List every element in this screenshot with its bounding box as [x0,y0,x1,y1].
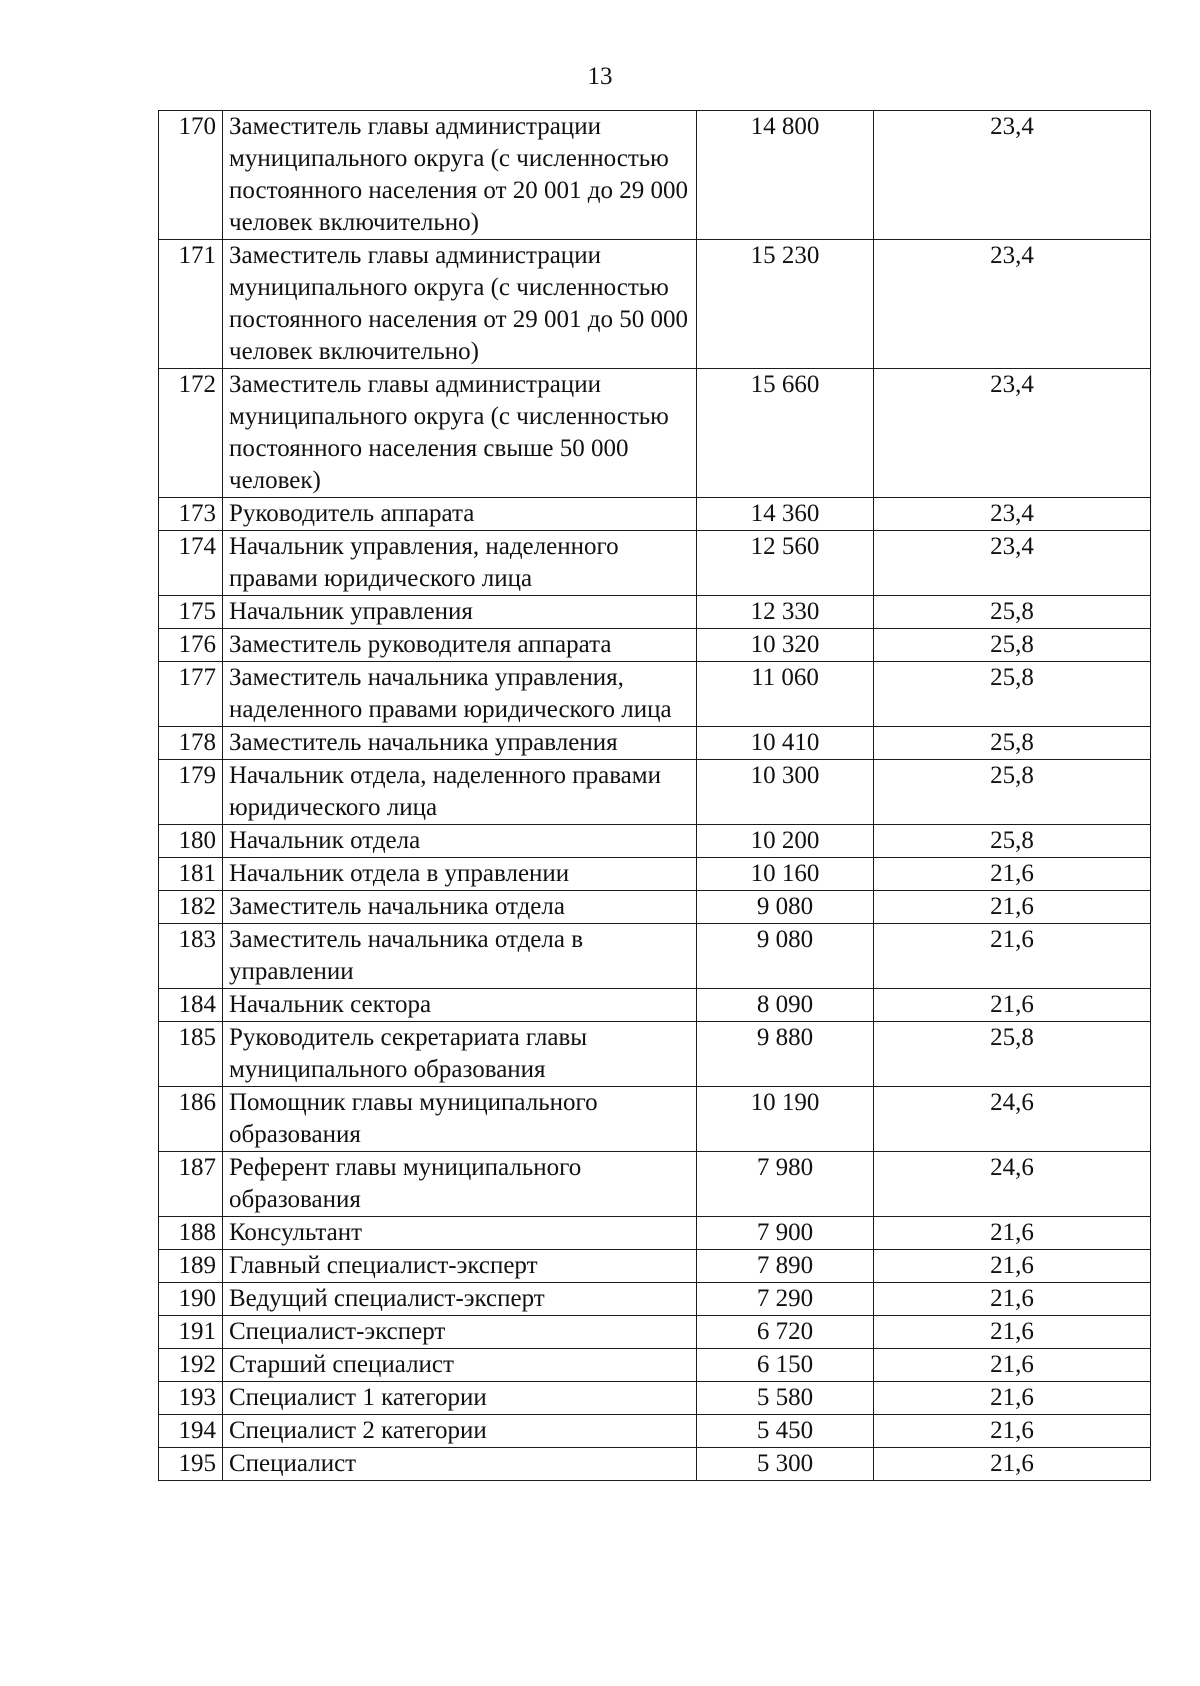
table-row [159,1349,1151,1382]
row-number-cell: 193 [159,1382,223,1415]
percent-cell: 23,4 [874,369,1151,498]
table-row [159,1217,1151,1250]
table-row [159,989,1151,1022]
salary-cell: 12 560 [697,531,874,596]
table-row [159,1152,1151,1217]
row-number-cell: 189 [159,1250,223,1283]
salary-cell: 14 800 [697,111,874,240]
salary-cell: 6 150 [697,1349,874,1382]
position-title-cell: Заместитель руководителя аппарата [223,629,697,662]
salary-cell: 10 410 [697,727,874,760]
table-row [159,498,1151,531]
table-row [159,1415,1151,1448]
percent-cell: 21,6 [874,1283,1151,1316]
salary-cell: 14 360 [697,498,874,531]
row-number-cell: 177 [159,662,223,727]
position-title-cell: Помощник главы муниципального образования [223,1087,697,1152]
percent-cell: 21,6 [874,1250,1151,1283]
percent-cell: 21,6 [874,1415,1151,1448]
row-number-cell: 188 [159,1217,223,1250]
row-number-cell: 171 [159,240,223,369]
table-row [159,111,1151,240]
position-title-cell: Руководитель аппарата [223,498,697,531]
table-row [159,1250,1151,1283]
table-row [159,1448,1151,1481]
percent-cell: 24,6 [874,1152,1151,1217]
position-title-cell: Начальник управления [223,596,697,629]
table-row [159,531,1151,596]
row-number-cell: 187 [159,1152,223,1217]
position-title-cell: Специалист [223,1448,697,1481]
salary-cell: 7 900 [697,1217,874,1250]
percent-cell: 25,8 [874,825,1151,858]
position-title-cell: Заместитель главы администрации муниципального округа (с численностью постоянного населения от 29 001 до 50 000 человек включительно) [223,240,697,369]
position-title-cell: Специалист 2 категории [223,1415,697,1448]
table-row [159,240,1151,369]
row-number-cell: 179 [159,760,223,825]
table-row [159,369,1151,498]
position-title-cell: Главный специалист-эксперт [223,1250,697,1283]
position-title-cell: Специалист 1 категории [223,1382,697,1415]
position-title-cell: Начальник отдела, наделенного правами юридического лица [223,760,697,825]
position-title-cell: Заместитель начальника отдела в управлении [223,924,697,989]
position-title-cell: Ведущий специалист-эксперт [223,1283,697,1316]
row-number-cell: 191 [159,1316,223,1349]
position-title-cell: Начальник управления, наделенного правами юридического лица [223,531,697,596]
percent-cell: 21,6 [874,1316,1151,1349]
row-number-cell: 186 [159,1087,223,1152]
table-row [159,891,1151,924]
row-number-cell: 176 [159,629,223,662]
salary-cell: 10 190 [697,1087,874,1152]
position-title-cell: Начальник отдела [223,825,697,858]
salary-cell: 12 330 [697,596,874,629]
salary-cell: 5 300 [697,1448,874,1481]
table-row [159,727,1151,760]
percent-cell: 25,8 [874,662,1151,727]
salary-cell: 7 890 [697,1250,874,1283]
percent-cell: 25,8 [874,596,1151,629]
row-number-cell: 194 [159,1415,223,1448]
row-number-cell: 178 [159,727,223,760]
row-number-cell: 192 [159,1349,223,1382]
position-title-cell: Заместитель начальника управления, наделенного правами юридического лица [223,662,697,727]
row-number-cell: 184 [159,989,223,1022]
row-number-cell: 174 [159,531,223,596]
salary-cell: 6 720 [697,1316,874,1349]
position-title-cell: Руководитель секретариата главы муниципального образования [223,1022,697,1087]
row-number-cell: 175 [159,596,223,629]
percent-cell: 24,6 [874,1087,1151,1152]
salary-cell: 11 060 [697,662,874,727]
salary-cell: 15 230 [697,240,874,369]
position-title-cell: Заместитель начальника отдела [223,891,697,924]
salary-cell: 8 090 [697,989,874,1022]
percent-cell: 25,8 [874,1022,1151,1087]
salary-cell: 7 980 [697,1152,874,1217]
percent-cell: 25,8 [874,727,1151,760]
table-row [159,825,1151,858]
table-row [159,662,1151,727]
position-title-cell: Консультант [223,1217,697,1250]
row-number-cell: 172 [159,369,223,498]
percent-cell: 21,6 [874,1217,1151,1250]
table-row [159,924,1151,989]
percent-cell: 21,6 [874,924,1151,989]
position-title-cell: Референт главы муниципального образования [223,1152,697,1217]
row-number-cell: 182 [159,891,223,924]
percent-cell: 21,6 [874,989,1151,1022]
salary-cell: 9 880 [697,1022,874,1087]
position-title-cell: Старший специалист [223,1349,697,1382]
table-row [159,760,1151,825]
row-number-cell: 195 [159,1448,223,1481]
row-number-cell: 183 [159,924,223,989]
row-number-cell: 173 [159,498,223,531]
salary-cell: 9 080 [697,924,874,989]
position-title-cell: Заместитель главы администрации муниципального округа (с численностью постоянного населения от 20 001 до 29 000 человек включительно) [223,111,697,240]
table-row [159,1087,1151,1152]
percent-cell: 21,6 [874,1382,1151,1415]
positions-table-body [159,111,1151,1481]
percent-cell: 25,8 [874,629,1151,662]
percent-cell: 25,8 [874,760,1151,825]
table-row [159,1316,1151,1349]
position-title-cell: Заместитель начальника управления [223,727,697,760]
salary-cell: 9 080 [697,891,874,924]
row-number-cell: 180 [159,825,223,858]
position-title-cell: Заместитель главы администрации муниципального округа (с численностью постоянного населения свыше 50 000 человек) [223,369,697,498]
row-number-cell: 170 [159,111,223,240]
percent-cell: 21,6 [874,1349,1151,1382]
percent-cell: 23,4 [874,498,1151,531]
table-row [159,1283,1151,1316]
position-title-cell: Начальник отдела в управлении [223,858,697,891]
percent-cell: 23,4 [874,531,1151,596]
table-row [159,629,1151,662]
salary-cell: 7 290 [697,1283,874,1316]
salary-cell: 10 160 [697,858,874,891]
table-row [159,1382,1151,1415]
percent-cell: 21,6 [874,891,1151,924]
table-row [159,596,1151,629]
percent-cell: 21,6 [874,858,1151,891]
position-title-cell: Специалист-эксперт [223,1316,697,1349]
percent-cell: 23,4 [874,240,1151,369]
percent-cell: 23,4 [874,111,1151,240]
positions-table [158,110,1151,1481]
salary-cell: 10 320 [697,629,874,662]
table-row [159,858,1151,891]
salary-cell: 15 660 [697,369,874,498]
row-number-cell: 181 [159,858,223,891]
salary-cell: 10 300 [697,760,874,825]
row-number-cell: 190 [159,1283,223,1316]
percent-cell: 21,6 [874,1448,1151,1481]
salary-cell: 5 450 [697,1415,874,1448]
salary-cell: 5 580 [697,1382,874,1415]
row-number-cell: 185 [159,1022,223,1087]
page-number: 13 [587,63,613,90]
position-title-cell: Начальник сектора [223,989,697,1022]
table-row [159,1022,1151,1087]
salary-cell: 10 200 [697,825,874,858]
